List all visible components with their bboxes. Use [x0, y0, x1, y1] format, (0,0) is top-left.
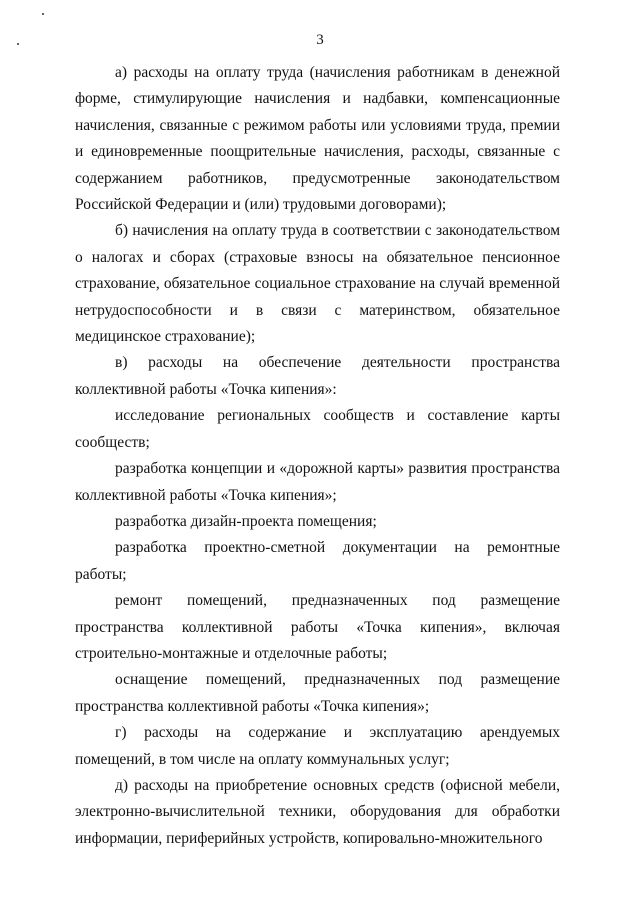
list-item-renovation: ремонт помещений, предназначенных под размещение пространства коллективной работы «Точка кипения», включая строительно-монтажные и отделочные работы;	[75, 592, 560, 662]
paragraph-g-maintenance: г) расходы на содержание и эксплуатацию арендуемых помещений, в том числе на оплату коммунальных услуг;	[75, 724, 560, 768]
list-item-design-project: разработка дизайн-проекта помещения;	[115, 512, 377, 530]
scan-speck	[42, 13, 44, 15]
paragraph-v-boiling-point-costs: в) расходы на обеспечение деятельности пространства коллективной работы «Точка кипения»:	[75, 354, 560, 398]
document-body	[75, 60, 560, 852]
page-number: 3	[316, 32, 324, 48]
paragraph-d-fixed-assets: д) расходы на приобретение основных средств (офисной мебели, электронно-вычислительной техники, оборудования для обработки информации, периферийных устройств, копировально-множительного	[75, 776, 560, 847]
paragraph-a-labor-costs: а) расходы на оплату труда (начисления работникам в денежной форме, стимулирующие начисления и надбавки, компенсационные начисления, связанные с режимом работы или условиями труда, премии и единовременные поощрительные начисления, расходы, связанные с содержанием работников, предусмотренные законодательством Российской Федерации и (или) трудовыми договорами);	[75, 64, 560, 214]
paragraph-b-labor-accruals: б) начисления на оплату труда в соответствии с законодательством о налогах и сборах (страховые взносы на обязательное пенсионное страхование, обязательное социальное страхование на случай временной нетрудоспособности и в связи с материнством, обязательное медицинское страхование);	[75, 222, 560, 346]
list-item-equipping: оснащение помещений, предназначенных под размещение пространства коллективной работы «Точка кипения»;	[75, 671, 560, 715]
list-item-community-research: исследование региональных сообществ и составление карты сообществ;	[75, 407, 560, 451]
list-item-estimate-documentation: разработка проектно-сметной документации на ремонтные работы;	[75, 539, 560, 583]
list-item-concept-roadmap: разработка концепции и «дорожной карты» развития пространства коллективной работы «Точка кипения»;	[75, 460, 560, 504]
